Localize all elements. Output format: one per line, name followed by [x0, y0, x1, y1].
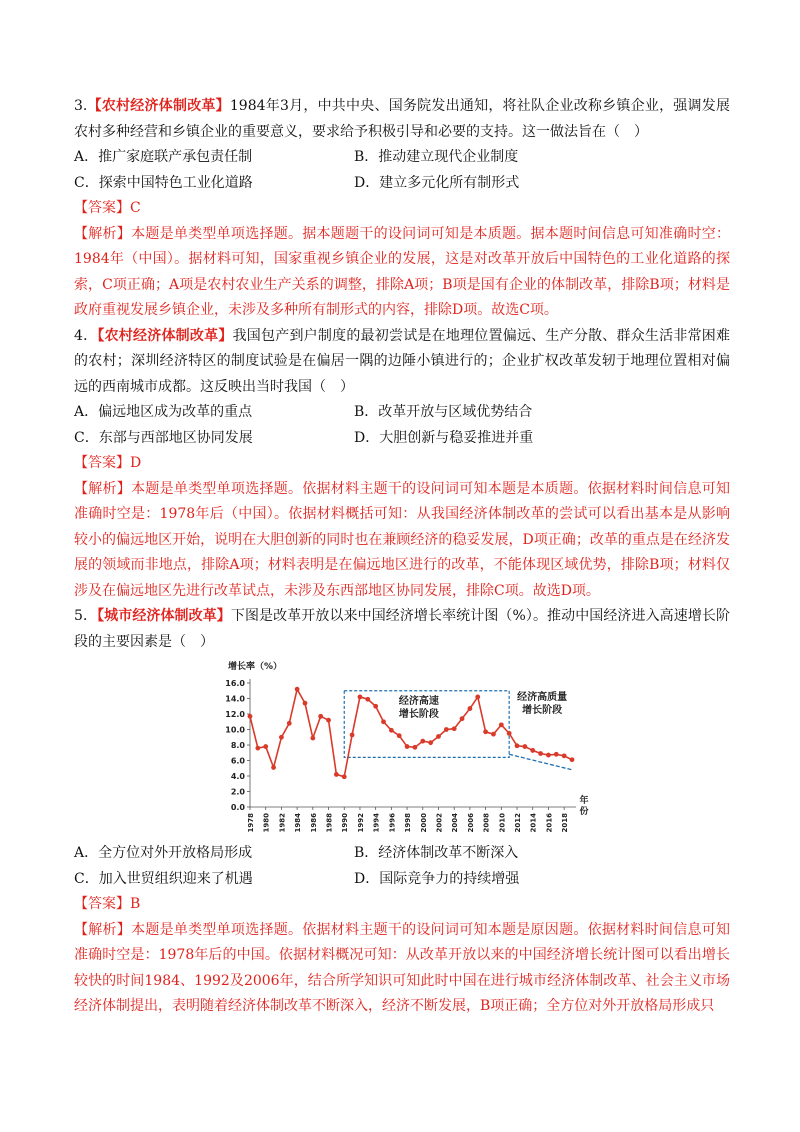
option-c: C．加入世贸组织迎来了机遇 [74, 870, 253, 887]
x-tick-label: 1992 [356, 813, 365, 833]
data-point [499, 722, 504, 727]
x-tick-label: 1980 [262, 813, 271, 833]
option-b: B．改革开放与区域优势结合 [354, 404, 533, 420]
data-point [507, 731, 512, 736]
option-b: B．推动建立现代企业制度 [354, 149, 519, 165]
question-5-options [74, 841, 730, 892]
x-tick-label: 2012 [514, 813, 523, 833]
x-tick-label: 2016 [545, 813, 554, 833]
y-tick-label: 8.0 [230, 741, 245, 750]
data-point [303, 701, 308, 706]
data-point [562, 753, 567, 758]
data-point [342, 774, 347, 779]
x-tick-label: 1986 [309, 813, 318, 833]
y-tick-label: 6.0 [230, 756, 245, 766]
data-point [515, 743, 520, 748]
data-point [468, 706, 473, 711]
question-stem: 我国包产到户制度的最初尝试是在地理位置偏远、生产分散、群众生活非常困难的农村；深圳经济特区的制度试验是在偏居一隅的边陲小镇进行的；企业扩权改革发轫于地理位置相对偏远的西南城市成都。这反映出当时我国（ ） [74, 327, 731, 395]
annotation-high-speed: 增长阶段 [398, 708, 439, 720]
data-point [570, 757, 575, 762]
x-tick-label: 1990 [341, 813, 350, 833]
data-point [491, 732, 496, 737]
option-c: C．东部与西部地区协同发展 [74, 429, 253, 446]
chart-container [74, 657, 730, 837]
question-5 [74, 604, 730, 655]
x-axis-label: 年 [579, 796, 589, 806]
option-b: B．经济体制改革不断深入 [354, 845, 519, 861]
data-point [255, 746, 260, 751]
question-number: 4． [74, 327, 98, 344]
question-stem: 下图是改革开放以来中国经济增长率统计图（%）。推动中国经济进入高速增长阶段的主要因素是（ ） [74, 608, 730, 650]
question-3 [74, 94, 730, 145]
data-point [475, 695, 480, 700]
data-point [334, 772, 339, 777]
data-point [460, 716, 465, 721]
data-point [248, 714, 253, 719]
x-tick-label: 2000 [419, 813, 428, 833]
x-tick-label: 1994 [372, 813, 381, 833]
data-point [350, 733, 355, 738]
x-tick-label: 1996 [388, 813, 397, 833]
option-d: D．建立多元化所有制形式 [354, 174, 520, 191]
data-point [436, 734, 441, 739]
option-a: A．推广家庭联产承包责任制 [74, 149, 253, 165]
data-point [483, 729, 488, 734]
question-3-options [74, 145, 730, 196]
data-point [310, 736, 315, 741]
question-4-options [74, 400, 730, 451]
annotation-high-quality: 经济高质量 [517, 692, 568, 704]
annotation-high-speed: 经济高速 [398, 695, 439, 707]
data-point [263, 744, 268, 749]
data-point [295, 687, 300, 692]
x-tick-label: 1988 [325, 813, 334, 833]
annotation-high-quality: 增长阶段 [522, 705, 563, 717]
data-point [428, 740, 433, 745]
data-point [358, 695, 363, 700]
question-number: 3. [74, 98, 88, 114]
y-tick-label: 14.0 [225, 694, 245, 704]
x-tick-label: 1982 [278, 813, 287, 833]
data-point [287, 721, 292, 726]
question-3-analysis: 【解析】本题是单类型单项选择题。据本题题干的设问词可知是本质题。据本题时间信息可知准确时空：1984年（中国）。据材料可知，国家重视乡镇企业的发展，这是对改革开放后中国特色的工业化道路的探索，C项正确；A项是农村农业生产关系的调整，排除A项；B项是国有企业的体制改革，排除B项；材料是政府重视发展乡镇企业，未涉及多种所有制形式的内容，排除D项。故选C项。 [74, 225, 730, 318]
question-tag: 【城市经济体制改革】 [97, 608, 231, 624]
y-axis-label: 增长率（%） [228, 662, 283, 672]
question-5-answer: 【答案】B [74, 896, 141, 912]
question-tag: 【农村经济体制改革】 [87, 98, 230, 114]
option-c: C．探索中国特色工业化道路 [74, 174, 253, 191]
y-tick-label: 0.0 [230, 803, 245, 812]
growth-rate-chart [212, 657, 592, 837]
question-4-analysis: 【解析】本题是单类型单项选择题。依据材料主题干的设问词可知本题是本质题。依据材料时间信息可知准确时空是：1978年后（中国）。依据材料概括可知：从我国经济体制改革的尝试可以看出基本是从影响较小的偏远地区开始，说明在大胆创新的同时也在兼顾经济的稳妥发展，D项正确；改革的重点是在经济发展的领域而非地点，排除A项；材料表明是在偏远地区进行的改革，不能体现区域优势，排除B项；材料仅涉及在偏远地区先进行改革试点，未涉及东西部地区协同发展，排除C项。故选D项。 [74, 480, 730, 599]
data-point [444, 727, 449, 732]
option-a: A．偏远地区成为改革的重点 [74, 404, 253, 420]
x-tick-label: 2014 [529, 813, 538, 833]
data-point [538, 751, 543, 756]
question-tag: 【农村经济体制改革】 [97, 327, 233, 344]
data-point [452, 726, 457, 731]
data-point [405, 744, 410, 749]
data-point [420, 739, 425, 744]
data-point [530, 748, 535, 753]
data-point [365, 697, 370, 702]
data-point [389, 728, 394, 733]
data-point [318, 714, 323, 719]
data-point [381, 719, 386, 724]
data-point [279, 735, 284, 740]
data-point [522, 744, 527, 749]
y-tick-label: 10.0 [225, 725, 245, 735]
x-tick-label: 2004 [451, 813, 460, 833]
x-tick-label: 2008 [482, 813, 491, 833]
option-d: D．国际竞争力的持续增强 [354, 870, 520, 887]
data-point [373, 704, 378, 709]
x-tick-label: 1998 [404, 813, 413, 833]
document-content [74, 94, 730, 1020]
y-tick-label: 4.0 [230, 772, 245, 781]
data-point [554, 752, 559, 757]
x-tick-label: 2006 [466, 813, 475, 833]
x-tick-label: 2002 [435, 813, 444, 833]
question-5-analysis: 【解析】本题是单类型单项选择题。依据材料主题干的设问词可知本题是原因题。依据材料时间信息可知准确时空是：1978年后的中国。依据材料概况可知：从改革开放以来的中国经济增长统计图可以看出增长较快的时间1984、1992及2006年，结合所学知识可知此时中国在进行城市经济体制改革、社会主义市场经济体制提出，表明随着经济体制改革不断深入，经济不断发展，B项正确；全方位对外开放格局形成只 [74, 921, 730, 1014]
question-4-answer: 【答案】D [74, 455, 142, 471]
question-stem: 1984年3月，中共中央、国务院发出通知，将社队企业改称乡镇企业，强调发展农村多种经营和乡镇企业的重要意义，要求给予积极引导和必要的支持。这一做法旨在（ ） [74, 98, 730, 140]
data-point [397, 733, 402, 738]
x-tick-label: 1984 [294, 813, 303, 833]
y-tick-label: 16.0 [225, 679, 245, 688]
x-tick-label: 2010 [498, 813, 507, 833]
x-tick-label: 1978 [247, 813, 255, 833]
question-4 [74, 324, 730, 401]
data-point [271, 765, 276, 770]
data-point [413, 745, 418, 750]
question-3-answer: 【答案】C [74, 200, 141, 216]
question-number: 5． [74, 608, 98, 624]
option-d: D．大胆创新与稳妥推进并重 [354, 429, 534, 446]
data-point [326, 718, 331, 723]
y-tick-label: 12.0 [225, 710, 245, 719]
data-point [546, 753, 551, 758]
x-axis-label: 份 [579, 807, 589, 817]
x-tick-label: 2018 [561, 813, 570, 833]
option-a: A．全方位对外开放格局形成 [74, 845, 253, 861]
y-tick-label: 2.0 [230, 787, 245, 797]
